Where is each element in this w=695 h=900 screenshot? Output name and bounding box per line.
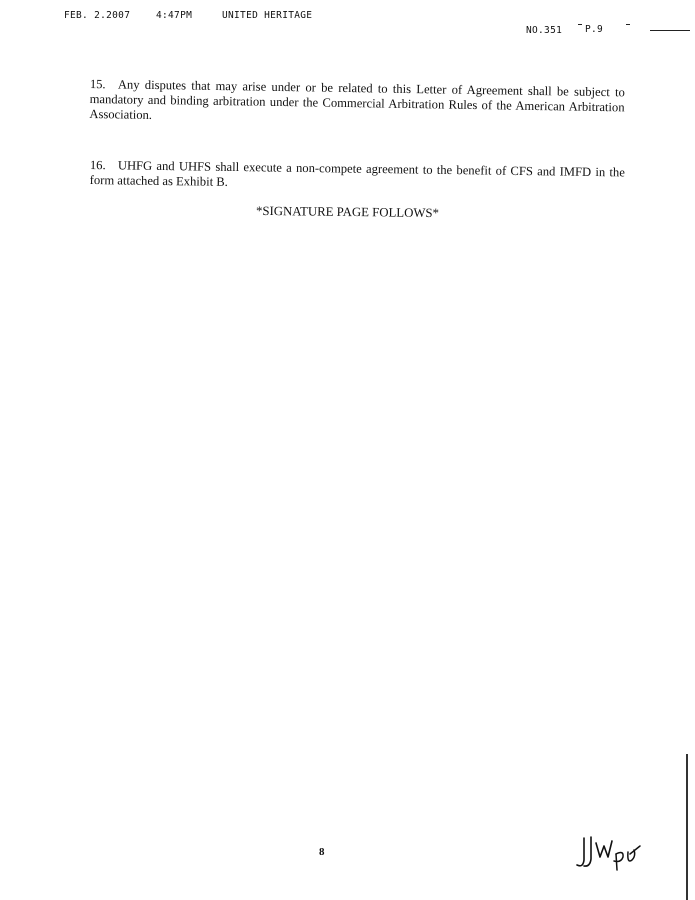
paragraph-15 (89, 77, 625, 130)
fax-page: P.9 (585, 24, 604, 35)
page-number: 8 (319, 846, 325, 858)
initials-icon (572, 830, 647, 875)
signature-page-notice: *SIGNATURE PAGE FOLLOWS* (255, 203, 440, 221)
fax-date: FEB. 2.2007 (64, 10, 131, 21)
paragraph-text: Any disputes that may arise under or be related to this Letter of Agreement shall be subject to mandatory and binding arbitration under the Commercial Arbitration Rules of the American Arbitration Association. (89, 77, 625, 122)
page-edge-line (686, 754, 688, 900)
paragraph-16 (90, 158, 625, 195)
fax-time: 4:47PM (156, 10, 193, 21)
fax-sender: UNITED HERITAGE (222, 10, 313, 21)
fax-number: NO.351 (526, 25, 563, 36)
paragraph-number: 15. (89, 77, 106, 92)
paragraph-number: 16. (89, 158, 106, 173)
handwritten-initials (572, 830, 647, 880)
fax-dash (650, 30, 690, 31)
fax-header (64, 10, 694, 40)
fax-tick-mark (626, 24, 630, 25)
fax-tick-mark (578, 24, 582, 25)
paragraph-text: UHFG and UHFS shall execute a non-compete agreement to the benefit of CFS and IMFD in the form attached as Exhibit B. (89, 158, 625, 189)
